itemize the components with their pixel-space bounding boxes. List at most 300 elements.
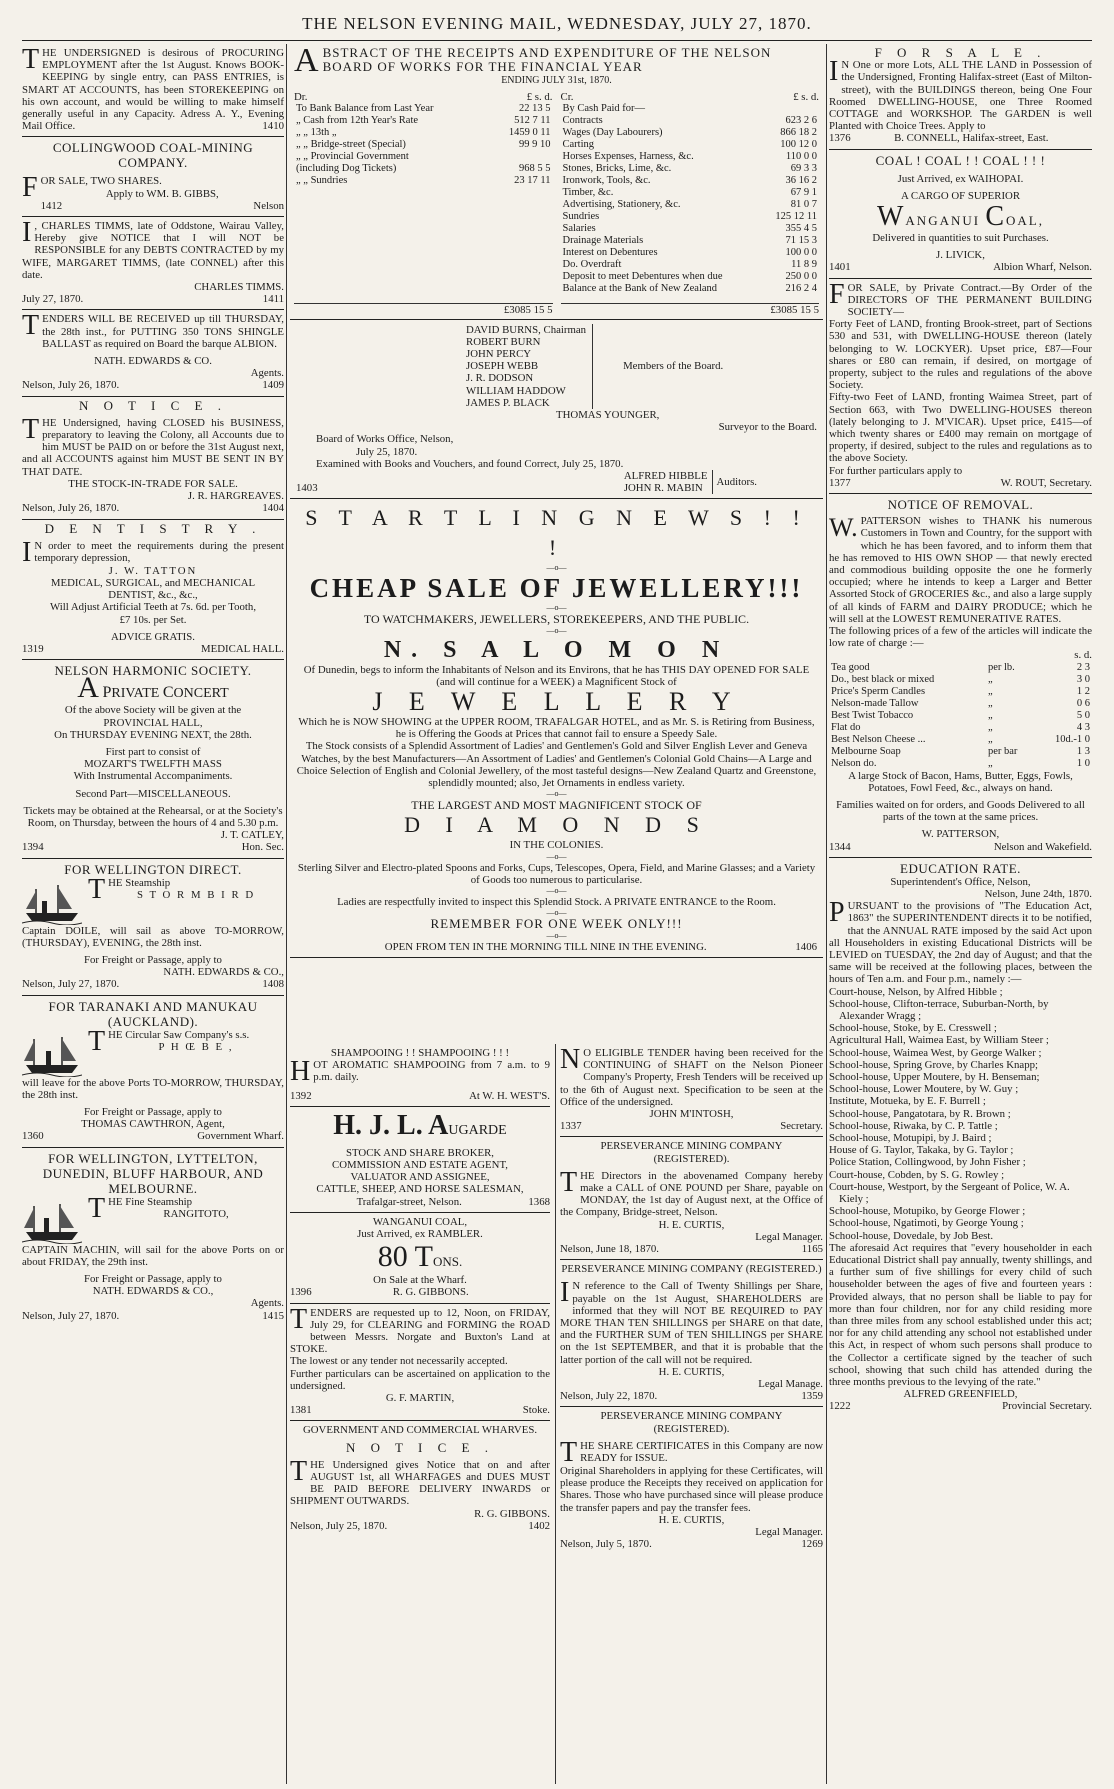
table-row	[829, 698, 1092, 710]
ad-title: NOTICE OF REMOVAL.	[887, 497, 1034, 513]
table-row	[294, 127, 553, 139]
table-header: £ s. d.	[526, 91, 553, 104]
auditors-label: Auditors.	[716, 476, 757, 489]
surveyor-role: Surveyor to the Board.	[718, 421, 817, 434]
ad-signature: J. LIVICK,	[936, 249, 985, 262]
column-rule	[555, 1044, 556, 1784]
ad-number: 1408	[262, 978, 284, 991]
list-item: School-house, Motupiko, by George Flower ;	[829, 1205, 1026, 1218]
table-cell: Do. Overdraft	[562, 259, 622, 271]
ad-title: BSTRACT OF THE RECEIPTS AND EXPENDITURE OF THE NELSON BOARD OF WORKS FOR THE FINANCIAL YEAR	[322, 45, 772, 74]
ad-text: C	[162, 684, 174, 702]
office-line: Board of Works Office, Nelson,	[316, 433, 454, 446]
column-2	[290, 44, 823, 1784]
table-row	[561, 175, 820, 187]
ad-text: OAL,	[1006, 213, 1044, 229]
ad-text: MEDICAL HALL.	[201, 642, 284, 655]
ad-date: Nelson, July 5, 1870.	[560, 1538, 652, 1551]
ad-signature: R. G. GIBBONS.	[474, 1507, 550, 1520]
ad-text: Legal Manager.	[755, 1525, 823, 1538]
drop-cap: T	[560, 1166, 578, 1198]
ad-board-members	[290, 320, 823, 500]
ad-text: N reference to the Call of Twenty Shillings per Share, payable on the 1st August, SHAREHOLDERS are informed that they will NOT BE REQUIRED to PAY MORE THAN TEN SHILLINGS per SHARE on that date, and the FURTHER SUM of TEN SHILLINGS per SHARE on the 1st SEPTEMBER, and that it is probable that the latter portion of the call will not be required.	[560, 1280, 823, 1366]
ad-title: EDUCATION RATE.	[900, 860, 1021, 876]
ad-signature: H. E. CURTIS,	[658, 1513, 725, 1526]
ad-signature: J. R. HARGREAVES.	[187, 490, 284, 503]
ad-number: 1396	[290, 1286, 312, 1299]
table-cell: „	[987, 757, 993, 769]
table-cell: 99 9 10	[519, 139, 551, 151]
ad-text: For Freight or Passage, apply to	[84, 1273, 222, 1285]
list-item: Agricultural Hall, Waimea East, by William Steer ;	[829, 1034, 1049, 1047]
ad-text: Nelson	[253, 199, 284, 212]
ad-date: Nelson, July 25, 1870.	[290, 1519, 388, 1532]
table-cell: Contracts	[562, 115, 603, 127]
table-cell: Advertising, Stationery, &c.	[562, 199, 681, 211]
ad-text: On THURSDAY EVENING NEXT, the 28th.	[54, 728, 252, 741]
table-row	[561, 127, 820, 139]
debit-table	[294, 103, 553, 187]
table-cell: 71 15 3	[785, 235, 817, 247]
table-row	[561, 139, 820, 151]
table-cell: 11 8 9	[791, 259, 817, 271]
column-rule	[826, 44, 827, 1784]
ad-text: HE Undersigned, having CLOSED his BUSINESS, preparatory to leaving the Colony, all Accounts due to him MUST be PAID on or before the 31st August next, and all ACCOUNTS against him MUST BE SENT IN BY THAT DATE.	[22, 416, 284, 478]
table-cell: 125 12 11	[775, 211, 817, 223]
ad-number: 1337	[560, 1120, 582, 1133]
table-row	[829, 710, 1092, 722]
drop-cap: T	[22, 310, 40, 342]
ad-number: 1415	[262, 1309, 284, 1322]
steamship-icon	[22, 879, 82, 925]
list-item: School-house, Spring Grove, by Charles Knapp;	[829, 1058, 1039, 1071]
table-cell: Horses Expenses, Harness, &c.	[562, 151, 694, 163]
table-cell: 1 2	[1076, 685, 1090, 697]
ad-subtitle: ENDING JULY 31st, 1870.	[501, 75, 612, 86]
table-header: £ s. d.	[793, 91, 819, 104]
ad-text: Nelson and Wakefield.	[993, 840, 1092, 853]
table-cell: (including Dog Tickets)	[296, 163, 397, 175]
list-item: School-house, Clifton-terrace, Suburban-North, by Alexander Wragg ;	[829, 997, 1049, 1022]
table-cell: Salaries	[562, 223, 596, 235]
ad-subtitle: (REGISTERED).	[653, 1152, 730, 1165]
ad-text: Government Wharf.	[197, 1130, 284, 1143]
ad-text: HE SHARE CERTIFICATES in this Company are now READY for ISSUE.	[580, 1439, 823, 1465]
ad-augarde	[290, 1107, 550, 1213]
ad-date: Nelson, July 26, 1870.	[22, 379, 120, 392]
ad-text: Legal Manager.	[755, 1230, 823, 1243]
ad-clerk	[22, 44, 284, 137]
headline: D I A M O N D S	[404, 812, 709, 838]
table-row	[829, 722, 1092, 734]
ad-text: The Stock consists of a Splendid Assortment of Ladies' and Gentlemen's Gold and Silver English Lever and Geneva Watches, by the best Manufacturers—An Assortment of Ladies' and Gentlemen's Colonial Gold Chains—A Large and Choice Selection of English and Colonial Jewellery, of the most tasteful designs—New Zealand Quartz and Greenstone, splendidly mounted; also, Jet Ornaments in endless variety.	[296, 740, 817, 790]
ad-text: The following prices of a few of the articles will indicate the low rate of charge :—	[829, 624, 1092, 650]
drop-cap: N	[560, 1044, 581, 1075]
drop-cap: H	[290, 1056, 311, 1088]
ad-text: For Freight or Passage, apply to	[84, 953, 222, 966]
ad-number: 1403	[296, 482, 318, 495]
table-row	[829, 662, 1092, 674]
table-cell: Best Twist Tobacco	[831, 709, 914, 721]
ad-text: ADVICE GRATIS.	[111, 630, 195, 643]
table-cell: Deposit to meet Debentures when due	[562, 271, 723, 283]
ad-text: PATTERSON wishes to THANK his numerous Customers in Town and Country, for the support with which he has been favored, and to inform them that he has removed to HIS OWN SHOP — that newly erected and commodious building opposite the one he formerly occupied; where he intends to keep a Larger and Better Assorted Stock of GROCERIES &c., and also a large supply of all kinds of FARM and DAIRY PRODUCE; which he will sell at the LOWEST REMUNERATIVE RATES.	[829, 515, 1092, 625]
ad-title: H. J. L. A	[333, 1109, 449, 1141]
ad-harmonic-society	[22, 660, 284, 858]
ad-number: 1360	[22, 1130, 44, 1143]
debit-total: £3085 15 5	[294, 303, 553, 316]
table-cell: 250 0 0	[785, 271, 817, 283]
table-row	[294, 163, 553, 175]
table-cell: 355 4 5	[785, 223, 817, 235]
ad-text: Apply to WM. B. GIBBS,	[105, 187, 219, 200]
table-cell: Timber, &c.	[562, 187, 614, 199]
ad-signature: B. CONNELL, Halifax-street, East.	[894, 132, 1049, 145]
table-cell: Wages (Day Labourers)	[562, 127, 663, 139]
ad-perseverance-certificates	[560, 1407, 823, 1554]
ad-date: Nelson, June 18, 1870.	[560, 1243, 659, 1256]
drop-cap: T	[290, 1303, 308, 1335]
table-cell: 4 3	[1076, 721, 1090, 733]
board-member: J. R. DODSON	[466, 372, 534, 385]
ad-text: Tickets may be obtained at the Rehearsal, or at the Society's Room, on Thursday, between the hours of 4 and 5.30 p.m.	[23, 804, 283, 829]
drop-cap: C	[985, 201, 1007, 233]
table-cell: „	[987, 673, 993, 685]
surveyor-name: THOMAS YOUNGER,	[556, 409, 660, 422]
ad-signature: H. E. CURTIS,	[658, 1218, 725, 1231]
ad-text: RIVATE	[111, 686, 163, 702]
drop-cap: I	[560, 1277, 570, 1309]
table-cell: 22 13 5	[519, 103, 551, 115]
credit-table	[561, 103, 820, 295]
ad-number: 1376	[829, 132, 851, 145]
drop-cap: I	[22, 536, 32, 568]
ad-text: MEDICAL, SURGICAL, and MECHANICAL	[50, 576, 256, 589]
ad-date: Nelson, July 22, 1870.	[560, 1390, 658, 1403]
column-3	[829, 44, 1092, 1784]
list-item: Court-house, Westport, by the Sergeant of Police, W. A. Kiely ;	[829, 1180, 1070, 1206]
ornament: —o—	[546, 625, 567, 635]
table-cell: 69 3 3	[790, 163, 817, 175]
ornament: —o—	[546, 603, 567, 613]
ad-number: 1411	[262, 293, 284, 306]
ad-for-sale-connell	[829, 44, 1092, 150]
ad-text: PROVINCIAL HALL,	[103, 716, 203, 729]
ad-text: P H Œ B E ,	[158, 1040, 234, 1053]
ad-text: , CHARLES TIMMS, late of Oddstone, Wairau Valley, Hereby give NOTICE that I will NOT be RESPONSIBLE for any DEBTS CONTRACTED by my WIFE, MARGARET TIMMS, (late CONNEL) after this date.	[22, 220, 284, 281]
ad-text: With Instrumental Accompaniments.	[73, 770, 233, 783]
ad-text: DENTIST, &c., &c.,	[108, 589, 198, 602]
ad-text: Will Adjust Artificial Teeth at 7s. 6d. per Tooth,	[49, 601, 257, 614]
ad-dentistry	[22, 520, 284, 661]
table-cell: 2 3	[1076, 661, 1090, 673]
board-member: ROBERT BURN	[466, 335, 541, 348]
ad-text: Superintendent's Office, Nelson,	[890, 875, 1031, 888]
ad-text: Albion Wharf, Nelson.	[993, 261, 1092, 274]
table-row	[561, 211, 820, 223]
headline: J E W E L L E R Y	[372, 687, 741, 717]
ad-coal-livick	[829, 150, 1092, 279]
ad-text: Sterling Silver and Electro-plated Spoons and Forks, Cups, Telescopes, Opera, Field, and Marine Glasses; and a Variety of Goods too numerous to particularise.	[297, 861, 816, 886]
table-row	[561, 163, 820, 175]
ad-notice-hargreaves	[22, 397, 284, 520]
ad-number: 1412	[40, 199, 63, 212]
list-item: School-house, Riwaka, by C. P. Tattle ;	[829, 1119, 998, 1132]
table-cell: 81 0 7	[790, 199, 817, 211]
table-row	[561, 271, 820, 283]
headline: S T A R T L I N G N E W S ! ! !	[305, 505, 808, 561]
list-item: School-house, Waimea West, by George Walker ;	[829, 1046, 1042, 1059]
ad-signature: NATH. EDWARDS & CO.	[94, 355, 212, 368]
table-cell: „	[987, 733, 993, 745]
steamship-icon	[22, 1031, 82, 1077]
ad-signature: NATH. EDWARDS & CO.,	[163, 966, 284, 979]
ad-signature: R. G. GIBBONS.	[392, 1286, 469, 1299]
ad-text: Ladies are respectfully invited to inspect this Splendid Stock. A PRIVATE ENTRANCE to the Room.	[337, 896, 776, 909]
drop-cap: T	[22, 44, 40, 75]
table-cell: „ Cash from 12th Year's Rate	[296, 115, 419, 127]
table-cell: 1 3	[1076, 745, 1090, 757]
ad-tenders-stoke	[290, 1304, 550, 1422]
ad-text: P	[102, 684, 112, 702]
table-cell: „ „ Sundries	[296, 175, 348, 187]
ad-number: 1222	[829, 1400, 851, 1413]
table-cell: 36 16 2	[785, 175, 817, 187]
list-item: Court-house, Nelson, by Alfred Hibble ;	[829, 985, 1003, 998]
ad-signature: H. E. CURTIS,	[658, 1365, 725, 1378]
ornament: —o—	[546, 851, 567, 861]
ad-building-society	[829, 279, 1092, 494]
table-cell: „	[987, 697, 993, 709]
ad-signature: CHARLES TIMMS.	[194, 281, 284, 294]
ad-salomon-jewellery	[290, 499, 823, 957]
column-2a	[290, 1044, 550, 1784]
ad-name: J. W. TATTON	[108, 564, 198, 577]
table-cell: 3 0	[1076, 673, 1090, 685]
table-cell: per bar	[987, 745, 1018, 757]
ad-date: July 27, 1870.	[22, 293, 84, 306]
ad-text: Trafalgar-street, Nelson.	[356, 1195, 462, 1208]
list-item: Court-house, Cobden, by S. G. Rowley ;	[829, 1168, 1005, 1181]
drop-cap: P	[829, 897, 845, 929]
table-cell: „	[987, 721, 993, 733]
ad-text: HE Undersigned gives Notice that on and after AUGUST 1st, all WHARFAGES and DUES MUST BE PAID BEFORE DELIVERY INWARDS or SHIPMENT OUTWARDS.	[290, 1458, 550, 1508]
board-member: WILLIAM HADDOW	[466, 384, 566, 397]
ad-text: ENDERS are requested up to 12, Noon, on FRIDAY, July 29, for CLEARING and FORMING the ROAD between Messrs. Norgate and Buxton's Land at STOKE.	[290, 1306, 550, 1356]
ad-number: 1406	[795, 940, 817, 953]
ad-title: GOVERNMENT AND COMMERCIAL WHARVES.	[302, 1424, 538, 1437]
ad-date: Nelson, July 26, 1870.	[22, 502, 120, 515]
ad-melbourne	[22, 1148, 284, 1326]
table-header: Cr.	[560, 91, 574, 104]
ad-title: PERSEVERANCE MINING COMPANY	[600, 1410, 783, 1423]
ad-date: Nelson, July 27, 1870.	[22, 1309, 120, 1322]
members-list	[466, 324, 593, 409]
ad-title: FOR WELLINGTON, LYTTELTON, DUNEDIN, BLUFF HARBOUR, AND MELBOURNE.	[42, 1150, 264, 1196]
ad-text: Of the above Society will be given at the	[64, 704, 242, 717]
ad-text: STOCK AND SHARE BROKER,	[346, 1146, 494, 1159]
ad-shaft-tender	[560, 1044, 823, 1137]
subheadline: IN THE COLONIES.	[509, 839, 604, 852]
drop-cap: T	[290, 1455, 308, 1487]
ad-text: will leave for the above Ports TO-MORROW, THURSDAY, the 28th inst.	[22, 1076, 284, 1101]
ad-text: Just Arrived, ex WAIHOPAI.	[897, 172, 1024, 185]
ad-signature: JOHN M'INTOSH,	[649, 1108, 734, 1121]
ad-number: 1410	[262, 120, 284, 133]
ad-title: WANGANUI COAL,	[372, 1215, 468, 1228]
ad-title: D E N T I S T R Y .	[44, 520, 262, 536]
ad-coal-mining	[22, 137, 284, 217]
ad-number: 1359	[801, 1390, 823, 1403]
table-cell: 623 2 6	[785, 115, 817, 127]
ad-number: 1401	[829, 261, 851, 274]
ad-tenders-ballast	[22, 310, 284, 396]
drop-cap: I	[829, 56, 839, 88]
ad-text: HE UNDERSIGNED is desirous of PROCURING EMPLOYMENT after the 1st August. Knows BOOK-KEEPING by single entry, can PASS ENTRIES, is SMART AT ACCOUNTS, has been STOREKEEPING on his own account, and would be willing to make himself generally useful in any Capacity. Adress A. Y., Evening Mail Office.	[22, 47, 284, 133]
table-cell: Ironwork, Tools, &c.	[562, 175, 651, 187]
ad-text: 80 T	[377, 1240, 434, 1274]
price-header: s. d.	[1074, 649, 1092, 662]
ad-text: Agents.	[250, 1297, 284, 1310]
ad-text: Families waited on for orders, and Goods Delivered to all parts of the town at the same prices.	[836, 798, 1085, 824]
list-item: House of G. Taylor, Takaka, by G. Taylor ;	[829, 1144, 1014, 1157]
ad-number: 1319	[22, 642, 44, 655]
ad-number: 1381	[290, 1404, 312, 1417]
ad-text: Captain DOILE, will sail as above TO-MORROW, (THURSDAY), EVENING, the 28th inst.	[22, 924, 284, 949]
ad-text: A large Stock of Bacon, Hams, Butter, Eggs, Fowls, Potatoes, Fowl Feed, &c., always on hand.	[848, 769, 1073, 794]
ad-text: Provincial Secretary.	[1002, 1400, 1092, 1413]
ad-text: S T O R M B I R D	[136, 888, 256, 901]
table-row	[561, 235, 820, 247]
ad-text: HE Circular Saw Company's s.s.	[108, 1028, 250, 1041]
table-cell: Balance at the Bank of New Zealand	[562, 283, 718, 295]
drop-cap: I	[22, 217, 32, 249]
ad-title: F O R S A L E .	[874, 45, 1047, 60]
list-item: School-house, Dovedale, by Job Best.	[829, 1229, 994, 1242]
table-cell: Price's Sperm Candles	[831, 685, 926, 697]
list-item: School-house, Upper Moutere, by H. Benseman;	[829, 1071, 1040, 1083]
ornament: —o—	[546, 563, 567, 573]
table-cell: Nelson do.	[831, 757, 877, 769]
table-cell: 968 5 5	[519, 163, 551, 175]
list-item: School-house, Pangatotara, by R. Brown ;	[829, 1107, 1011, 1120]
drop-cap: T	[88, 1192, 106, 1224]
drop-cap: A	[294, 44, 320, 79]
ad-text: OR SALE, TWO SHARES.	[40, 175, 162, 188]
table-cell: „ „ 13th „	[296, 127, 337, 139]
ad-number: 1392	[290, 1089, 312, 1102]
ornament: —o—	[546, 930, 567, 940]
ad-signature: J. T. CATLEY,	[220, 829, 284, 842]
table-cell: 67 9 1	[790, 187, 817, 199]
ad-text: RANGITOTO,	[163, 1207, 229, 1220]
ad-text: A CARGO OF SUPERIOR	[900, 189, 1021, 202]
ad-signature: NATH. EDWARDS & CO.,	[92, 1285, 214, 1298]
table-row	[561, 187, 820, 199]
list-item: School-house, Ngatimoti, by George Young ;	[829, 1217, 1024, 1230]
table-row	[294, 175, 553, 187]
ad-title: PERSEVERANCE MINING COMPANY	[600, 1140, 783, 1153]
list-item: School-house, Motupipi, by J. Baird ;	[829, 1132, 992, 1145]
ad-title: PERSEVERANCE MINING COMPANY (REGISTERED.)	[561, 1263, 822, 1276]
table-row	[561, 223, 820, 235]
table-cell: 1 0	[1076, 757, 1090, 769]
table-row	[294, 103, 553, 115]
ad-text: The lowest or any tender not necessarily accepted.	[290, 1355, 508, 1368]
ad-title: N O T I C E .	[346, 1439, 494, 1455]
ad-number: 1404	[262, 502, 284, 515]
ad-education-rate	[829, 858, 1092, 1417]
table-cell: 100 12 0	[780, 139, 817, 151]
ad-text: Original Shareholders in applying for these Certificates, will please produce the Receipts they received on application for Shares. Those who have purchased since will please produce the transfer papers and pay the transfer fees.	[560, 1464, 823, 1514]
ad-title: FOR WELLINGTON DIRECT.	[64, 861, 242, 877]
ad-title: UGARDE	[448, 1122, 507, 1138]
table-row	[561, 259, 820, 271]
merchant-name: N. S A L O M O N	[383, 636, 730, 663]
drop-cap: W	[876, 201, 906, 233]
table-cell: 216 2 4	[785, 283, 817, 295]
table-cell: „	[987, 709, 993, 721]
credit-side	[561, 91, 820, 295]
table-cell: By Cash Paid for—	[562, 103, 646, 115]
headline: CHEAP SALE OF JEWELLERY!!!	[309, 573, 804, 604]
ad-text: Secretary.	[780, 1120, 823, 1133]
ad-text: OR SALE, by Private Contract.—By Order of the DIRECTORS OF THE PERMANENT BUILDING SOCIETY—	[847, 281, 1092, 319]
ad-text: MOZART'S TWELFTH MASS	[84, 758, 222, 771]
table-cell: Do., best black or mixed	[831, 673, 935, 685]
table-cell: Stones, Bricks, Lime, &c.	[562, 163, 672, 175]
ad-text: REMEMBER FOR ONE WEEK ONLY!!!	[430, 916, 683, 932]
table-row	[829, 686, 1092, 698]
ad-number: 1344	[829, 840, 851, 853]
ad-wharves	[290, 1421, 550, 1536]
ad-text: HE Fine Steamship	[108, 1195, 193, 1208]
ad-notice-of-removal	[829, 494, 1092, 858]
ad-text: For further particulars apply to	[829, 464, 963, 477]
ad-text: Agents.	[250, 367, 284, 380]
board-member: JOHN PERCY	[466, 348, 532, 361]
table-row	[294, 139, 553, 151]
ad-wellington-direct	[22, 859, 284, 996]
ad-title: FOR TARANAKI AND MANUKAU (AUCKLAND).	[48, 998, 258, 1029]
table-cell	[489, 151, 552, 163]
drop-cap: T	[88, 873, 106, 905]
ornament: —o—	[546, 908, 567, 918]
masthead: THE NELSON EVENING MAIL, WEDNESDAY, JULY 27, 1870.	[302, 14, 812, 33]
ad-text: Legal Manage.	[758, 1378, 823, 1391]
table-cell: Tea good	[831, 661, 870, 673]
collection-places	[829, 986, 1092, 1242]
drop-cap: T	[22, 413, 40, 445]
ad-text: HE Directors in the abovenamed Company hereby make a CALL of ONE POUND per Share, payable on MONDAY, the 1st day of August next, at the Office of the Company, Bridge-street, Nelson.	[560, 1169, 823, 1219]
ad-signature: G. F. MARTIN,	[385, 1392, 455, 1405]
table-cell: Nelson-made Tallow	[831, 697, 919, 709]
ad-text: Forty Feet of LAND, fronting Brook-street, part of Sections 530 and 531, with DWELLING-HOUSE thereon (lately belonging to W. LOCKYER). Upset price, £87—Four shares or £80 can remain, if desired, on mortgage of property, subject to the rules and regulations of the above Society.	[829, 318, 1092, 392]
ad-date: Nelson, June 24th, 1870.	[984, 887, 1092, 900]
ad-text: VALUATOR AND ASSIGNEE,	[350, 1171, 490, 1184]
steamship-icon	[22, 1198, 82, 1244]
table-row	[561, 199, 820, 211]
drop-cap: T	[560, 1436, 578, 1468]
drop-cap: T	[88, 1025, 106, 1057]
ad-text: For Freight or Passage, apply to	[84, 1105, 222, 1118]
ad-text: CATTLE, SHEEP, AND HORSE SALESMAN,	[316, 1183, 524, 1196]
ad-text: Stoke.	[522, 1404, 550, 1417]
ad-text: The aforesaid Act requires that "every householder in each Educational District shall pay annually, twenty shillings, and a further sum of five shillings for every child of such householder between the ages of five and fourteen years : Provided always, that no person shall be liable to pay for more than four children, nor for any child residing more than three miles from any school established under this act; nor for any child attending any school not established under this Act, in respect of whom such persons shall produce to the Collector a certificate signed by the teacher of such school, showing that such child has attended during the three months previous to the levying of the rate."	[829, 1241, 1092, 1389]
board-member: DAVID BURNS, Chairman	[466, 323, 587, 336]
ad-text: Second Part—MISCELLANEOUS.	[75, 787, 231, 800]
table-cell: Interest on Debentures	[562, 247, 658, 259]
